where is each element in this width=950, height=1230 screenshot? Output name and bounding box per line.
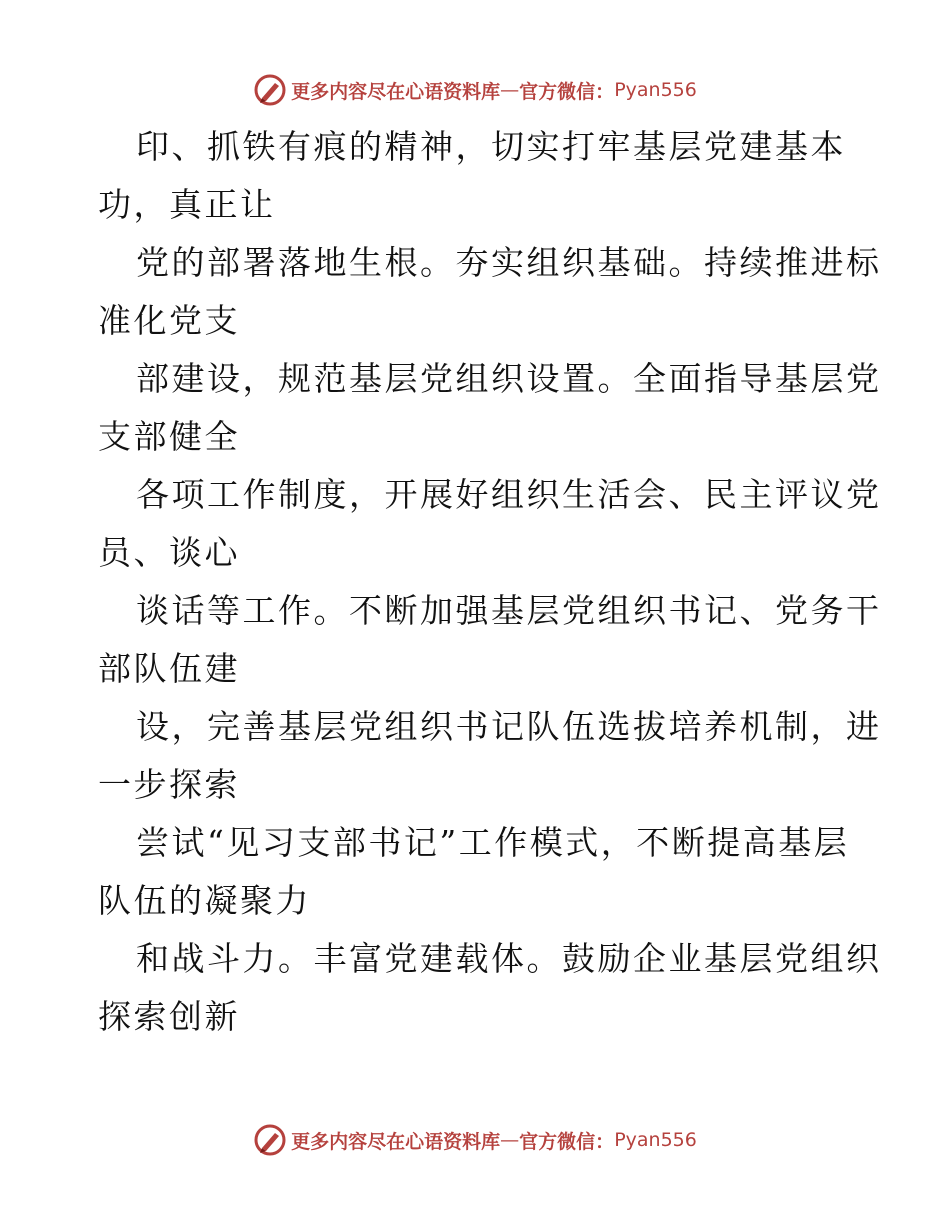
footer-banner <box>0 1120 950 1160</box>
body-line: 党的部署落地生根。夯实组织基础。持续推进标 <box>136 243 882 282</box>
header-site-text: 更多内容尽在心语资料库 <box>291 80 501 103</box>
body-line: 队伍的凝聚力 <box>98 881 311 920</box>
body-line: 部队伍建 <box>98 649 240 688</box>
footer-wechat-label: 官方微信： <box>519 1130 615 1153</box>
body-line: 部建设，规范基层党组织设置。全面指导基层党 <box>136 359 882 398</box>
header-separator: — <box>500 79 520 101</box>
header-wechat-id: Pyan556 <box>614 79 697 101</box>
pen-logo-icon <box>253 73 287 107</box>
footer-site-text: 更多内容尽在心语资料库 <box>291 1130 501 1153</box>
body-line: 一步探索 <box>98 765 240 804</box>
body-line: 设，完善基层党组织书记队伍选拔培养机制，进 <box>136 707 882 746</box>
body-line: 探索创新 <box>98 997 240 1036</box>
body-line: 谈话等工作。不断加强基层党组织书记、党务干 <box>136 591 882 630</box>
body-line: 尝试“见习支部书记”工作模式，不断提高基层 <box>136 823 850 862</box>
body-line: 员、谈心 <box>98 533 240 572</box>
pen-logo-icon <box>253 1123 287 1157</box>
body-line: 各项工作制度，开展好组织生活会、民主评议党 <box>136 475 882 514</box>
body-line: 和战斗力。丰富党建载体。鼓励企业基层党组织 <box>136 939 882 978</box>
footer-separator: — <box>500 1129 520 1151</box>
header-banner <box>0 70 950 110</box>
document-body <box>98 118 882 1046</box>
body-line: 支部健全 <box>98 417 240 456</box>
header-wechat-label: 官方微信： <box>519 80 615 103</box>
body-line: 功，真正让 <box>98 185 276 224</box>
body-line: 印、抓铁有痕的精神，切实打牢基层党建基本 <box>136 127 846 166</box>
footer-wechat-id: Pyan556 <box>614 1129 697 1151</box>
body-line: 准化党支 <box>98 301 240 340</box>
